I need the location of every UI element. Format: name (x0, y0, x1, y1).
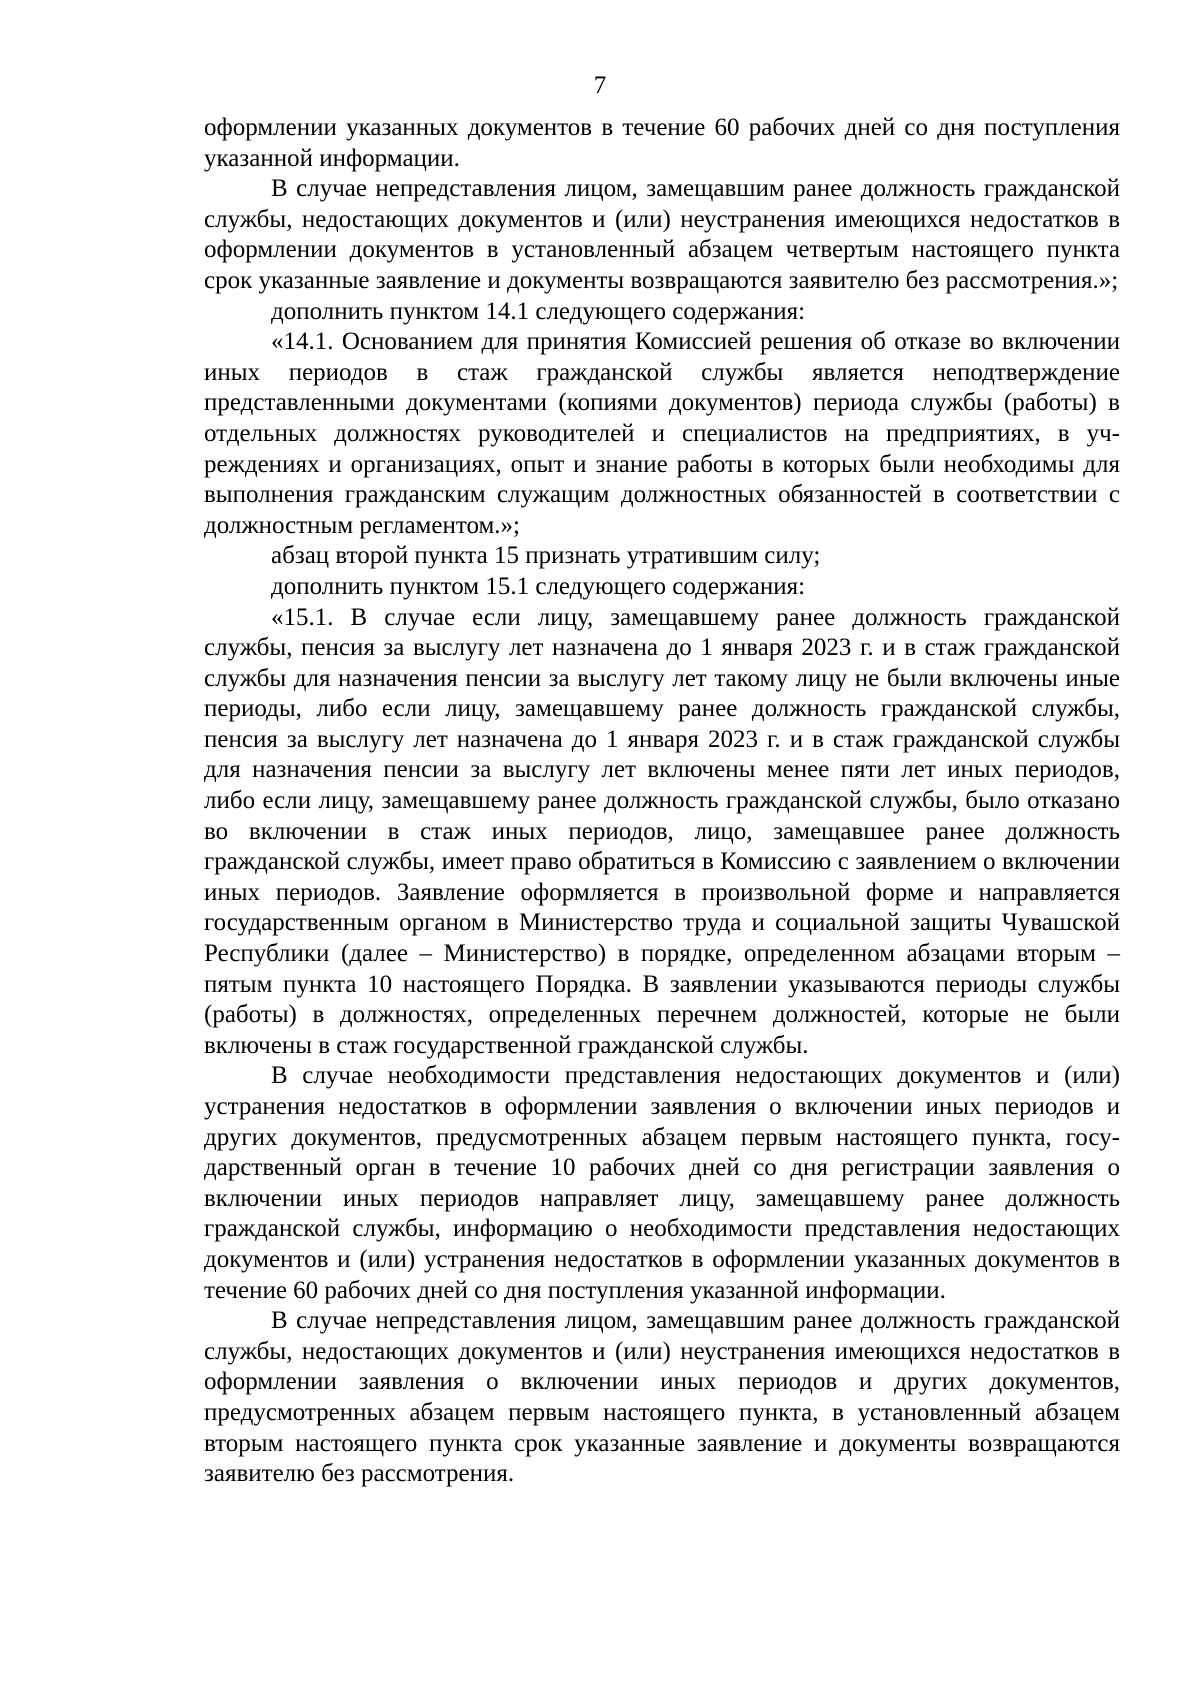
paragraph: абзац второй пункта 15 признать утратившим силу; (271, 542, 821, 570)
paragraph: оформлении указанных документов в течение 60 рабочих дней со дня поступления указанной информации. (204, 114, 1120, 172)
paragraph: В случае непредставления лицом, замещавшим ранее должность гражданской службы, недостающих документов и (или) неустранения имеющихся недостатков в оформлении документов в установленный абзацем четвертым настоящего пункта срок указанные заявление и документы возвращаются заявителю без рассмотрения.»; (204, 175, 1120, 294)
paragraph: В случае непредставления лицом, замещавшим ранее должность гражданской службы, недостающих документов и (или) неустранения имеющихся недостатков в оформлении заявления о включении иных периодов и других документов, предусмотренных абзацем первым настоящего пункта, в установленный абзацем вторым настоящего пункта срок указанные заявление и документы возвращаются заявителю без рассмотрения. (204, 1307, 1120, 1488)
document-body (204, 113, 1120, 1490)
page-number: 7 (593, 72, 607, 99)
paragraph: дополнить пунктом 14.1 следующего содержания: (271, 297, 806, 325)
paragraph: «14.1. Основанием для принятия Комиссией решения об отказе во включении иных периодов в стаж гражданской службы является неподтверждение представленными документами (копиями документов) периода службы (работы) в отдельных должностях руководителей и специалистов на предприятиях, в учреждениях и организациях, опыт и знание работы в которых были необходимы для выполнения гражданским служащим должностных обязанностей в соответствии с должностным регламентом.»; (204, 328, 1120, 539)
paragraph: В случае необходимости представления недостающих документов и (или) устранения недостатков в оформлении заявления о включении иных периодов и других документов, предусмотренных абзацем первым настоящего пункта, государственный орган в течение 10 рабочих дней со дня регистрации заявления о включении иных периодов направляет лицу, замещавшему ранее должность гражданской службы, информацию о необходимости представления недостающих документов и (или) устранения недостатков в оформлении указанных документов в течение 60 рабочих дней со дня поступления указанной информации. (204, 1062, 1120, 1304)
paragraph: дополнить пунктом 15.1 следующего содержания: (271, 572, 806, 600)
paragraph: «15.1. В случае если лицу, замещавшему ранее должность гражданской службы, пенсия за выслугу лет назначена до 1 января 2023 г. и в стаж гражданской службы для назначения пенсии за выслугу лет такому лицу не были включены иные периоды, либо если лицу, замещавшему ранее должность гражданской службы, пенсия за выслугу лет назначена до 1 января 2023 г. и в стаж гражданской службы для назначения пенсии за выслугу лет включены менее пяти лет иных периодов, либо если лицу, замещавшему ранее должность гражданской службы, было отказано во включении в стаж иных периодов, лицо, замещавшее ранее должность гражданской службы, имеет право обратиться в Комиссию с заявлением о включении иных периодов. Заявление оформляется в произвольной форме и направляется государственным органом в Министерство труда и социальной защиты Чувашской Республики (далее – Министерство) в порядке, определенном абзацами вторым – пятым пункта 10 настоящего Порядка. В заявлении указываются периоды службы (работы) в должностях, определенных перечнем должностей, которые не были включены в стаж государственной гражданской службы. (204, 603, 1120, 1059)
